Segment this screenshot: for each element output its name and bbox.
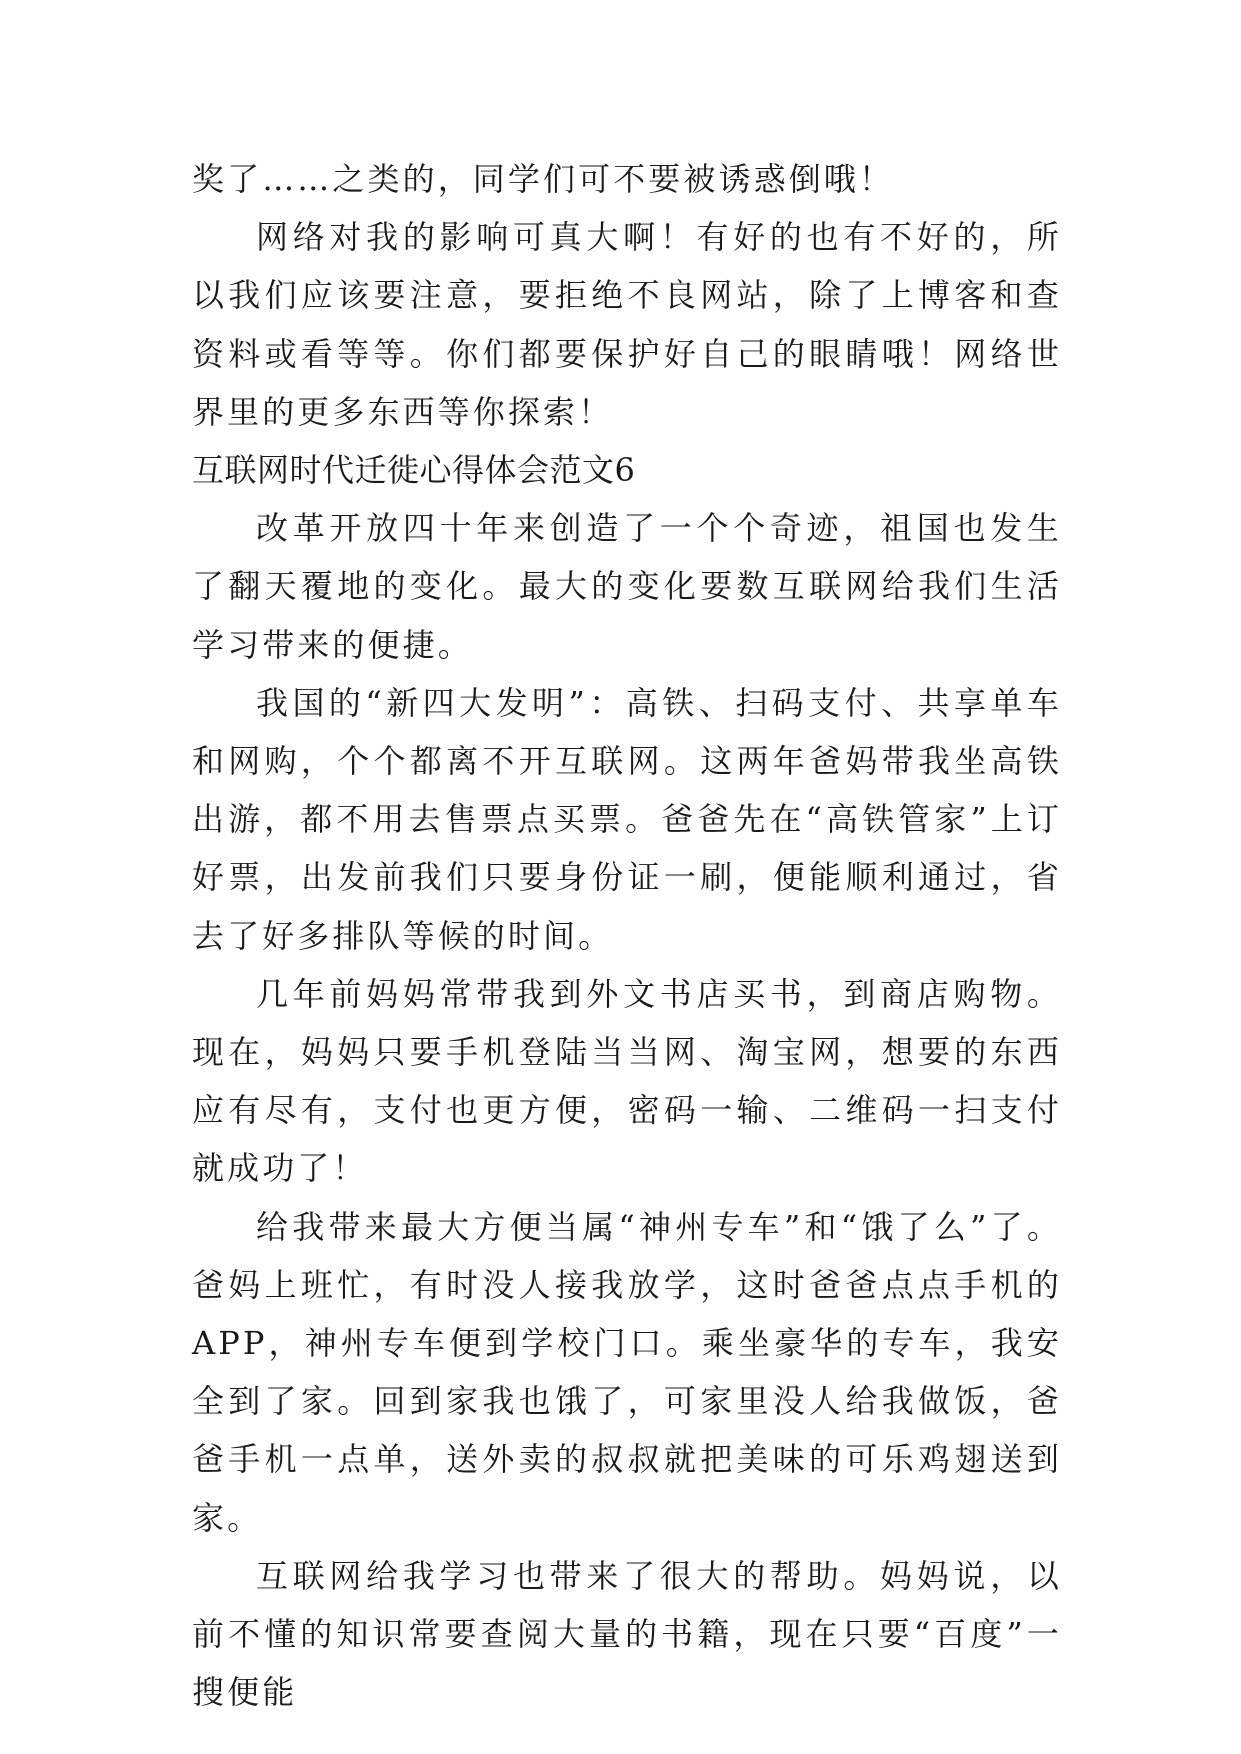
paragraph-7: 互联网给我学习也带来了很大的帮助。妈妈说，以前不懂的知识常要查阅大量的书籍，现在只要“百度”一搜便能 xyxy=(192,1556,1062,1712)
paragraph-4: 我国的“新四大发明”：高铁、扫码支付、共享单车和网购，个个都离不开互联网。这两年爸妈带我坐高铁出游，都不用去售票点买票。爸爸先在“高铁管家”上订好票，出发前我们只要身份证一刷，便能顺利通过，省去了好多排队等候的时间。 xyxy=(192,683,1062,955)
paragraph-1: 奖了……之类的，同学们可不要被诱惑倒哦！ xyxy=(192,160,895,198)
paragraph-6: 给我带来最大方便当属“神州专车”和“饿了么”了。爸妈上班忙，有时没人接我放学，这时爸爸点点手机的APP，神州专车便到学校门口。乘坐豪华的专车，我安全到了家。回到家我也饿了，可家里没人给我做饭，爸爸手机一点单，送外卖的叔叔就把美味的可乐鸡翅送到家。 xyxy=(192,1207,1062,1537)
paragraph-5: 几年前妈妈常带我到外文书店买书，到商店购物。现在，妈妈只要手机登陆当当网、淘宝网，想要的东西应有尽有，支付也更方便，密码一输、二维码一扫支付就成功了！ xyxy=(192,974,1062,1188)
section-heading: 互联网时代迁徙心得体会范文6 xyxy=(192,451,636,490)
paragraph-2: 网络对我的影响可真大啊！有好的也有不好的，所以我们应该要注意，要拒绝不良网站，除了上博客和查资料或看等等。你们都要保护好自己的眼睛哦！网络世界里的更多东西等你探索！ xyxy=(192,218,1062,431)
document-body xyxy=(192,150,1062,1721)
paragraph-3: 改革开放四十年来创造了一个个奇迹，祖国也发生了翻天覆地的变化。最大的变化要数互联网给我们生活学习带来的便捷。 xyxy=(192,509,1062,664)
